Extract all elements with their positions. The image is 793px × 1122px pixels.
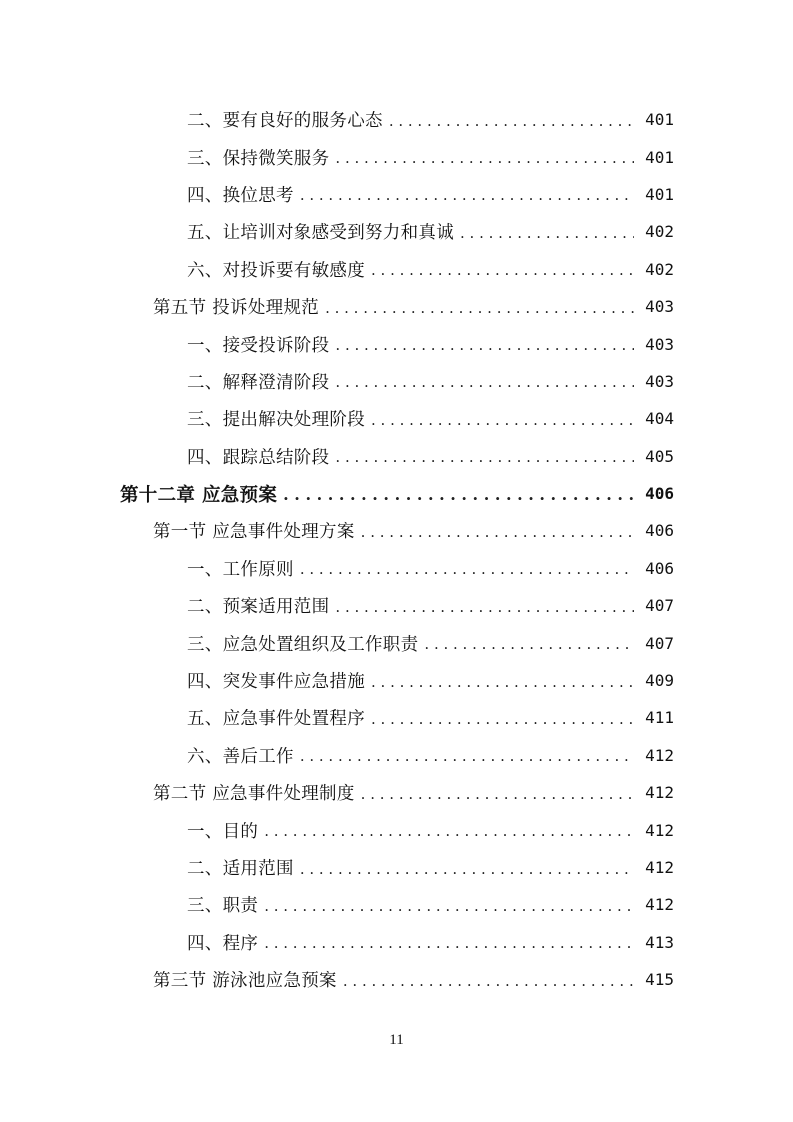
toc-entry-title: 六、对投诉要有敏感度 — [187, 260, 365, 281]
toc-entry-title: 四、突发事件应急措施 — [187, 672, 365, 693]
toc-entry[interactable] — [0, 251, 793, 288]
toc-entry[interactable] — [0, 849, 793, 886]
dot-leader — [325, 299, 634, 317]
dot-leader — [300, 560, 634, 578]
toc-section-entry[interactable] — [0, 961, 793, 998]
toc-entry-title: 二、解释澄清阶段 — [187, 372, 330, 393]
toc-entry[interactable] — [0, 699, 793, 736]
toc-entry-page: 406 — [645, 484, 674, 504]
toc-entry-page: 406 — [645, 558, 674, 578]
dot-leader — [335, 336, 634, 354]
toc-entry-page: 407 — [645, 596, 674, 616]
toc-entry-page: 404 — [645, 409, 674, 429]
dot-leader — [335, 448, 634, 466]
toc-entry[interactable] — [0, 213, 793, 250]
toc-entry-title: 一、目的 — [187, 821, 259, 842]
dot-leader — [460, 224, 634, 242]
page-number: 11 — [389, 1032, 404, 1048]
toc-entry-title: 三、应急处置组织及工作职责 — [187, 634, 419, 655]
toc-entry[interactable] — [0, 101, 793, 138]
toc-section-entry[interactable] — [0, 512, 793, 549]
toc-entry-title: 第一节 应急事件处理方案 — [153, 522, 355, 543]
dot-leader — [283, 485, 634, 504]
toc-entry-page: 412 — [645, 858, 674, 877]
toc-entry[interactable] — [0, 400, 793, 437]
toc-entry[interactable] — [0, 737, 793, 774]
toc-entry-page: 401 — [645, 110, 674, 130]
dot-leader — [264, 934, 634, 952]
dot-leader — [371, 673, 634, 691]
dot-leader — [264, 897, 634, 915]
toc-chapter-entry[interactable] — [0, 475, 793, 512]
dot-leader — [389, 112, 634, 130]
toc-entry-page: 401 — [645, 147, 674, 167]
toc-entry-page: 402 — [645, 222, 674, 242]
toc-entry-title: 五、让培训对象感受到努力和真诚 — [187, 223, 454, 244]
toc-entry-title: 一、接受投诉阶段 — [187, 335, 330, 356]
toc-entry-title: 三、保持微笑服务 — [187, 148, 330, 169]
toc-entry-title: 二、要有良好的服务心态 — [187, 111, 383, 132]
toc-entry-title: 三、提出解决处理阶段 — [187, 410, 365, 431]
toc-entry-title: 六、善后工作 — [187, 746, 294, 767]
toc-entry-page: 411 — [645, 708, 674, 728]
toc-entry-page: 405 — [645, 446, 674, 466]
toc-entry-title: 一、工作原则 — [187, 559, 294, 580]
toc-entry[interactable] — [0, 924, 793, 961]
toc-entry[interactable] — [0, 176, 793, 213]
toc-entry-title: 二、预案适用范围 — [187, 597, 330, 618]
toc-entry-title: 四、换位思考 — [187, 185, 294, 206]
dot-leader — [264, 822, 634, 840]
table-of-contents — [0, 101, 793, 998]
toc-entry[interactable] — [0, 138, 793, 175]
toc-entry[interactable] — [0, 363, 793, 400]
toc-entry-page: 406 — [645, 521, 674, 541]
dot-leader — [300, 860, 634, 878]
toc-entry-title: 二、适用范围 — [187, 859, 294, 879]
toc-entry[interactable] — [0, 587, 793, 624]
toc-entry[interactable] — [0, 325, 793, 362]
toc-entry-title: 第十二章 应急预案 — [120, 484, 278, 506]
toc-entry-page: 401 — [645, 184, 674, 204]
dot-leader — [371, 710, 634, 728]
toc-entry-page: 407 — [645, 633, 674, 653]
dot-leader — [335, 149, 634, 167]
toc-entry-page: 412 — [645, 745, 674, 765]
toc-entry-page: 402 — [645, 259, 674, 279]
toc-entry-page: 412 — [645, 783, 674, 803]
dot-leader — [335, 598, 634, 616]
toc-entry-title: 五、应急事件处置程序 — [187, 709, 365, 730]
dot-leader — [371, 411, 634, 429]
toc-entry-title: 四、跟踪总结阶段 — [187, 447, 330, 468]
toc-entry-page: 412 — [645, 820, 674, 840]
toc-entry-page: 413 — [645, 932, 674, 952]
dot-leader — [343, 972, 634, 990]
toc-entry-title: 第五节 投诉处理规范 — [153, 298, 320, 319]
toc-entry-page: 403 — [645, 371, 674, 391]
dot-leader — [300, 747, 634, 765]
toc-entry[interactable] — [0, 662, 793, 699]
toc-entry-title: 第二节 应急事件处理制度 — [153, 784, 355, 805]
toc-entry[interactable] — [0, 438, 793, 475]
dot-leader — [361, 785, 634, 803]
toc-entry-title: 四、程序 — [187, 933, 259, 954]
toc-entry-page: 415 — [645, 970, 674, 990]
toc-entry[interactable] — [0, 624, 793, 661]
dot-leader — [371, 261, 634, 279]
toc-entry-page: 409 — [645, 671, 674, 691]
dot-leader — [300, 186, 634, 204]
dot-leader — [361, 523, 634, 541]
toc-section-entry[interactable] — [0, 288, 793, 325]
toc-entry-page: 412 — [645, 895, 674, 915]
dot-leader — [424, 635, 634, 653]
dot-leader — [335, 373, 634, 391]
toc-entry-page: 403 — [645, 334, 674, 354]
toc-section-entry[interactable] — [0, 774, 793, 811]
toc-entry-title: 三、职责 — [187, 896, 259, 917]
toc-entry[interactable] — [0, 811, 793, 848]
toc-entry-title: 第三节 游泳池应急预案 — [153, 971, 337, 992]
toc-entry[interactable] — [0, 886, 793, 923]
toc-entry[interactable] — [0, 550, 793, 587]
toc-entry-page: 403 — [645, 297, 674, 317]
